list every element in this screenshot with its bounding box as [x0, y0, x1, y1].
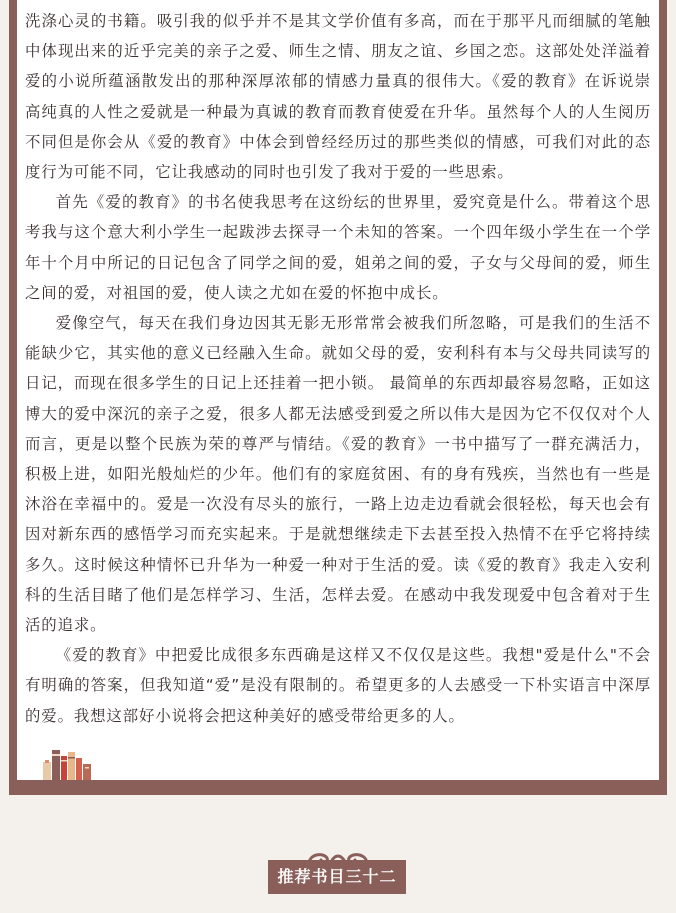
section-title: 推荐书目三十二 — [268, 860, 406, 894]
article-body — [17, 0, 659, 780]
paragraph-1: 洗涤心灵的书籍。吸引我的似乎并不是其文学价值有多高，而在于那平凡而细腻的笔触中体现出来的近乎完美的亲子之爱、师生之情、朋友之谊、乡国之恋。这部处处洋溢着爱的小说所蕴涵散发出的那种深厚浓郁的情感力量真的很伟大。《爱的教育》在诉说崇高纯真的人性之爱就是一种最为真诚的教育而教育使爱在升华。虽然每个人的人生阅历不同但是你会从《爱的教育》中体会到曾经经历过的那些类似的情感，可我们对此的态度行为可能不同，它让我感动的同时也引发了我对于爱的一些思索。 — [25, 12, 651, 182]
section-footer — [0, 850, 676, 900]
paragraph-4: 《爱的教育》中把爱比成很多东西确是这样又不仅仅是这些。我想"爱是什么"不会有明确的答案，但我知道“爱”是没有限制的。希望更多的人去感受一下朴实语言中深厚的爱。我想这部好小说将会把这种美好的感受带给更多的人。 — [25, 646, 651, 725]
article-card — [9, 0, 667, 795]
paragraph-2: 首先《爱的教育》的书名使我思考在这纷纭的世界里，爱究竟是什么。带着这个思考我与这个意大利小学生一起跋涉去探寻一个未知的答案。一个四年级小学生在一个学年十个月中所记的日记包含了同学之间的爱，姐弟之间的爱，子女与父母间的爱，师生之间的爱，对祖国的爱，使人读之尤如在爱的怀抱中成长。 — [25, 193, 651, 302]
books-icon — [39, 748, 95, 780]
article-text — [25, 6, 651, 731]
paragraph-3: 爱像空气，每天在我们身边因其无影无形常常会被我们所忽略，可是我们的生活不能缺少它，其实他的意义已经融入生命。就如父母的爱，安利科有本与父母共同读写的日记，而现在很多学生的日记上还挂着一把小锁。 最简单的东西却最容易忽略，正如这博大的爱中深沉的亲子之爱，很多人都无法感受到爱之所以伟大是因为它不仅仅对个人而言，更是以整个民族为荣的尊严与情结。《爱的教育》一书中描写了一群充满活力，积极上进，如阳光般灿烂的少年。他们有的家庭贫困、有的身有残疾，当然也有一些是沐浴在幸福中的。爱是一次没有尽头的旅行，一路上边走边看就会很轻松，每天也会有因对新东西的感悟学习而充实起来。于是就想继续走下去甚至投入热情不在乎它将持续多久。这时候这种情怀已升华为一种爱一种对于生活的爱。读《爱的教育》我走入安利科的生活目睹了他们是怎样学习、生活，怎样去爱。在感动中我发现爱中包含着对于生活的追求。 — [25, 314, 651, 635]
